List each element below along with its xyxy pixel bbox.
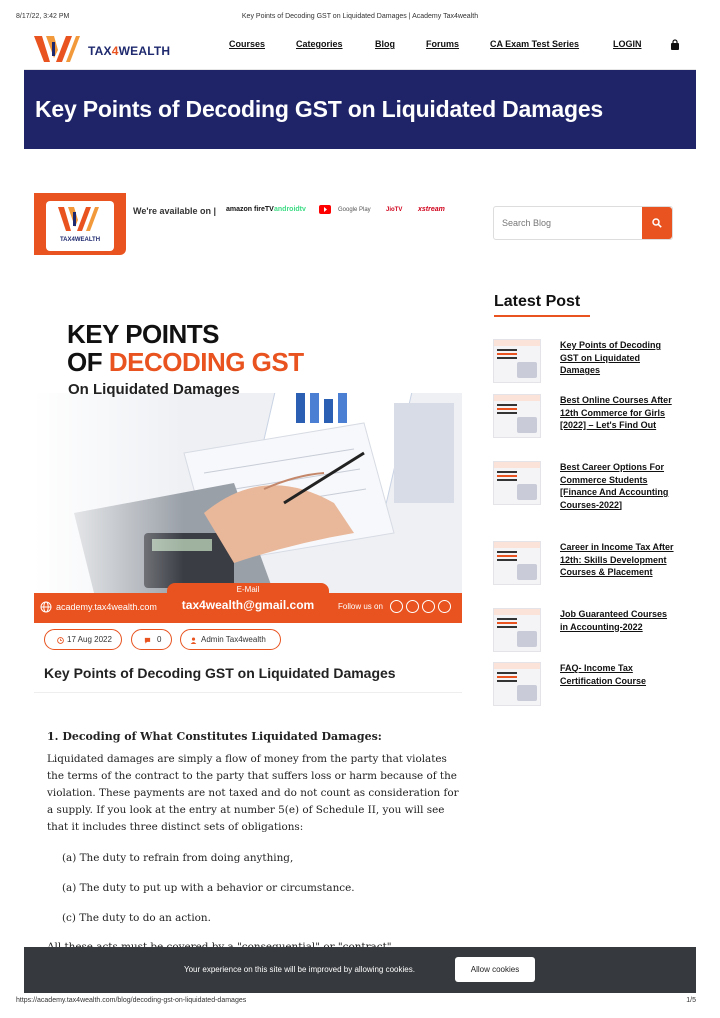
- author-badge[interactable]: [180, 629, 281, 650]
- nav-login[interactable]: LOGIN: [613, 39, 642, 49]
- twitter-icon: [406, 600, 419, 613]
- nav-blog[interactable]: Blog: [375, 39, 395, 49]
- youtube-icon: [319, 205, 331, 215]
- post-date-badge: [44, 629, 122, 650]
- article-list-item: (a) The duty to put up with a behavior or circumstance.: [62, 882, 355, 894]
- feature-headline-line1: KEY POINTS: [67, 319, 220, 349]
- platform-firetv: amazon fireTV: [226, 206, 274, 213]
- article-list-item: (a) The duty to refrain from doing anything,: [62, 852, 294, 864]
- nav-ca-exam-test-series[interactable]: CA Exam Test Series: [490, 39, 580, 49]
- search-button[interactable]: [642, 207, 672, 239]
- article-paragraph: Liquidated damages are simply a flow of money from the party that violates the terms of the contract to the party that suffers loss or harm because of the violation. These payments are not taxed and do not count as consideration for a supply. If you look at the entry at number 5(e) of Schedule II, you will see that it includes three distinct sets of obligations:: [47, 753, 459, 833]
- page-title: Key Points of Decoding GST on Liquidated Damages: [35, 96, 604, 122]
- divider: [34, 692, 462, 693]
- feature-email-pill: [167, 583, 329, 623]
- post-date: 17 Aug 2022: [67, 635, 112, 644]
- feature-logo-label: TAX4WEALTH: [59, 237, 101, 243]
- comments-badge[interactable]: [131, 629, 172, 650]
- hero-banner: [24, 70, 696, 149]
- globe-icon: [40, 601, 52, 613]
- feature-email-label: E-Mail: [236, 585, 260, 594]
- nav-forums[interactable]: Forums: [426, 39, 460, 49]
- latest-post-link[interactable]: Job Guaranteed Courses in Accounting-2022: [560, 609, 668, 632]
- blog-search: [493, 206, 673, 240]
- latest-post-link[interactable]: Best Online Courses After 12th Commerce for Girls [2022] – Let's Find Out: [560, 395, 672, 430]
- comments-count: 0: [157, 635, 162, 644]
- feature-headline-line2: OF DECODING GST: [67, 347, 304, 377]
- post-thumbnail[interactable]: [493, 339, 541, 383]
- platform-xstream: xstream: [418, 206, 445, 213]
- latest-post-heading: Latest Post: [494, 293, 581, 310]
- post-thumbnail[interactable]: [493, 541, 541, 585]
- allow-cookies-button[interactable]: Allow cookies: [455, 957, 535, 982]
- feature-email: tax4wealth@gmail.com: [181, 598, 315, 612]
- availability-banner: [34, 193, 462, 253]
- logo-wordmark: TAX4WEALTH: [88, 44, 171, 58]
- cookie-consent-bar: [24, 947, 696, 993]
- print-page-title: Key Points of Decoding GST on Liquidated Damages | Academy Tax4wealth: [241, 13, 479, 20]
- clock-icon: [57, 637, 64, 644]
- top-navbar: [24, 30, 696, 70]
- feature-photo-illustration: [34, 393, 462, 593]
- post-title: Key Points of Decoding GST on Liquidated Damages: [44, 665, 396, 681]
- main-nav: [24, 39, 696, 53]
- cookie-message: Your experience on this site will be improved by allowing cookies.: [184, 965, 415, 974]
- search-input[interactable]: [494, 207, 643, 239]
- feature-footer-strip: [34, 585, 462, 623]
- feature-logo-box: [34, 193, 126, 255]
- latest-post-link[interactable]: Key Points of Decoding GST on Liquidated Damages: [560, 340, 662, 375]
- available-on-label: We're available on |: [133, 206, 217, 216]
- instagram-icon: [422, 600, 435, 613]
- latest-post-link[interactable]: Career in Income Tax After 12th: Skills Development Courses & Placement: [560, 542, 674, 577]
- post-thumbnail[interactable]: [493, 608, 541, 652]
- page-number: 1/5: [686, 997, 696, 1004]
- post-author: Admin Tax4wealth: [201, 635, 266, 644]
- user-icon: [190, 637, 197, 644]
- feature-logo-icon: [46, 201, 114, 237]
- linkedin-icon: [438, 600, 451, 613]
- search-icon: [652, 218, 662, 228]
- feature-subheadline: On Liquidated Damages: [68, 381, 240, 398]
- post-thumbnail[interactable]: [493, 461, 541, 505]
- feature-website: academy.tax4wealth.com: [56, 602, 157, 612]
- facebook-icon: [390, 600, 403, 613]
- platform-jiotv: JioTV: [386, 207, 403, 213]
- nav-courses[interactable]: Courses: [229, 39, 266, 49]
- follow-us-label: Follow us on: [338, 602, 383, 611]
- print-url: https://academy.tax4wealth.com/blog/decoding-gst-on-liquidated-damages: [16, 997, 247, 1004]
- featured-image: [34, 193, 462, 623]
- post-thumbnail[interactable]: [493, 394, 541, 438]
- platform-androidtv: androidtv: [274, 206, 306, 213]
- platform-google-play: Google Play: [338, 207, 371, 213]
- print-footer: [0, 997, 720, 1018]
- latest-post-link[interactable]: Best Career Options For Commerce Students [Finance And Accounting Courses-2022]: [560, 462, 669, 510]
- nav-categories[interactable]: Categories: [296, 39, 343, 49]
- shopping-bag-icon[interactable]: [670, 39, 680, 51]
- comment-icon: [144, 637, 151, 644]
- article-list-item: (c) The duty to do an action.: [62, 912, 211, 924]
- heading-underline: [494, 315, 590, 317]
- article-heading: 1. Decoding of What Constitutes Liquidated Damages:: [47, 730, 382, 743]
- post-thumbnail[interactable]: [493, 662, 541, 706]
- print-date: 8/17/22, 3:42 PM: [16, 13, 70, 20]
- print-header: [0, 0, 720, 30]
- latest-post-link[interactable]: FAQ- Income Tax Certification Course: [560, 663, 647, 686]
